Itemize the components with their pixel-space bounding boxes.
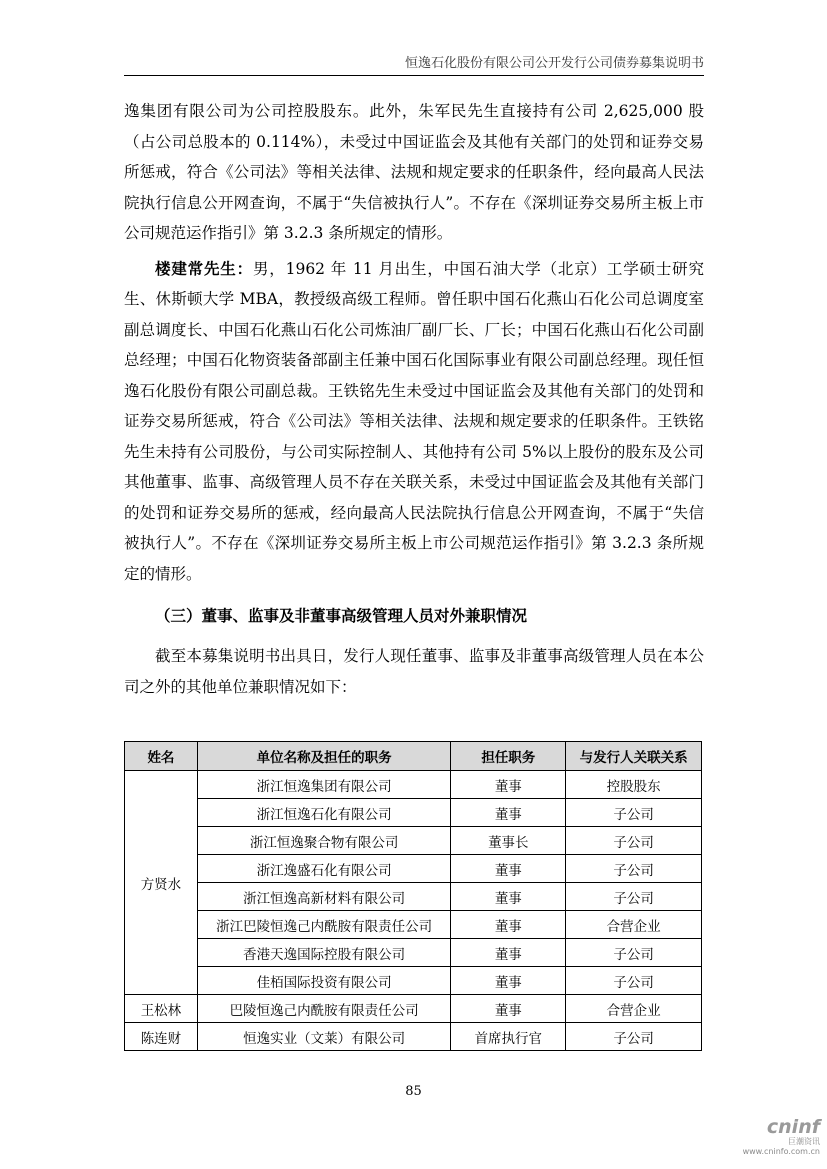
column-header-position: 担任职务 [451,742,566,771]
section-heading: （三）董事、监事及非董事高级管理人员对外兼职情况 [155,606,528,625]
biography-text: 男，1962 年 11 月出生，中国石油大学（北京）工学硕士研究生、休斯顿大学 MBA，教授级高级工程师。曾任职中国石化燕山石化公司总调度室副总调度长、中国石化燕山石化公司炼油厂副厂长、厂长；中国石化燕山石化公司副总经理；中国石化物资装备部副主任兼中国石化国际事业有限公司副总经理。现任恒逸石化股份有限公司副总裁。王铁铭先生未受过中国证监会及其他有关部门的处罚和证券交易所惩戒，符合《公司法》等相关法律、法规和规定要求的任职条件。王铁铭先生未持有公司股份，与公司实际控制人、其他持有公司 5%以上股份的股东及公司其他董事、监事、高级管理人员不存在关联关系，未受过中国证监会及其他有关部门的处罚和证券交易所的惩戒，经向最高人民法院执行信息公开网查询，不属于“失信被执行人”。不存在《深圳证券交易所主板上市公司规范运作指引》第 3.2.3 条所规定的情形。 [124,259,704,583]
logo-subtitle: 巨潮资讯 [788,1137,820,1146]
cell-relationship: 子公司 [566,855,702,883]
table-body [125,771,702,1051]
cell-position: 董事 [451,799,566,827]
cell-organization: 浙江巴陵恒逸己内酰胺有限责任公司 [197,911,451,939]
cell-position: 董事 [451,939,566,967]
cell-position: 董事 [451,883,566,911]
cell-person-name: 陈连财 [125,1023,198,1051]
cninfo-logo [740,1117,820,1157]
table-row [125,939,702,967]
outside-positions-table [124,741,702,1051]
paragraph-continuation: 逸集团有限公司为公司控股股东。此外，朱军民先生直接持有公司 2,625,000 股（占公司总股本的 0.114%），未受过中国证监会及其他有关部门的处罚和证券交易所惩戒，符合《公司法》等相关法律、法规和规定要求的任职条件，经向最高人民法院执行信息公开网查询，不属于“失信被执行人”。不存在《深圳证券交易所主板上市公司规范运作指引》第 3.2.3 条所规定的情形。 [124,102,704,242]
cell-position: 首席执行官 [451,1023,566,1051]
cell-organization: 佳栢国际投资有限公司 [197,967,451,995]
logo-wordmark: cninf [766,1116,820,1138]
cell-organization: 浙江恒逸集团有限公司 [197,771,451,799]
cell-relationship: 合营企业 [566,911,702,939]
table-row [125,883,702,911]
cell-organization: 浙江恒逸高新材料有限公司 [197,883,451,911]
table-row [125,911,702,939]
cell-organization: 巴陵恒逸己内酰胺有限责任公司 [197,995,451,1023]
cell-position: 董事 [451,995,566,1023]
column-header-name: 姓名 [125,742,198,771]
page-number: 85 [405,1084,422,1099]
cell-person-name: 王松林 [125,995,198,1023]
cell-person-name: 方贤水 [125,771,198,995]
document-body [124,96,704,707]
cell-relationship: 子公司 [566,827,702,855]
cell-relationship: 合营企业 [566,995,702,1023]
cell-position: 董事 [451,911,566,939]
paragraph-biography [124,254,704,590]
table-row [125,855,702,883]
cell-organization: 浙江恒逸石化有限公司 [197,799,451,827]
table-row [125,799,702,827]
cell-relationship: 子公司 [566,1023,702,1051]
document-header: 恒逸石化股份有限公司公开发行公司债券募集说明书 [404,56,704,71]
cell-organization: 浙江逸盛石化有限公司 [197,855,451,883]
table-header-row [125,742,702,771]
column-header-organization: 单位名称及担任的职务 [197,742,451,771]
cell-relationship: 子公司 [566,799,702,827]
cell-relationship: 子公司 [566,883,702,911]
cell-position: 董事 [451,855,566,883]
table-row [125,1023,702,1051]
table-row [125,827,702,855]
column-header-relationship: 与发行人关联关系 [566,742,702,771]
table-row [125,771,702,799]
cell-relationship: 控股股东 [566,771,702,799]
cell-position: 董事 [451,771,566,799]
paragraph-table-intro: 截至本募集说明书出具日，发行人现任董事、监事及非董事高级管理人员在本公司之外的其他单位兼职情况如下： [124,647,704,696]
cell-organization: 香港天逸国际控股有限公司 [197,939,451,967]
cell-relationship: 子公司 [566,939,702,967]
table-row [125,967,702,995]
cell-position: 董事 [451,967,566,995]
cell-organization: 恒逸实业（文莱）有限公司 [197,1023,451,1051]
person-name: 楼建常先生： [155,258,253,278]
cell-relationship: 子公司 [566,967,702,995]
cell-organization: 浙江恒逸聚合物有限公司 [197,827,451,855]
cell-position: 董事长 [451,827,566,855]
table-row [125,995,702,1023]
logo-url: www.cninfo.com.cn [742,1147,820,1156]
header-divider [124,75,704,76]
